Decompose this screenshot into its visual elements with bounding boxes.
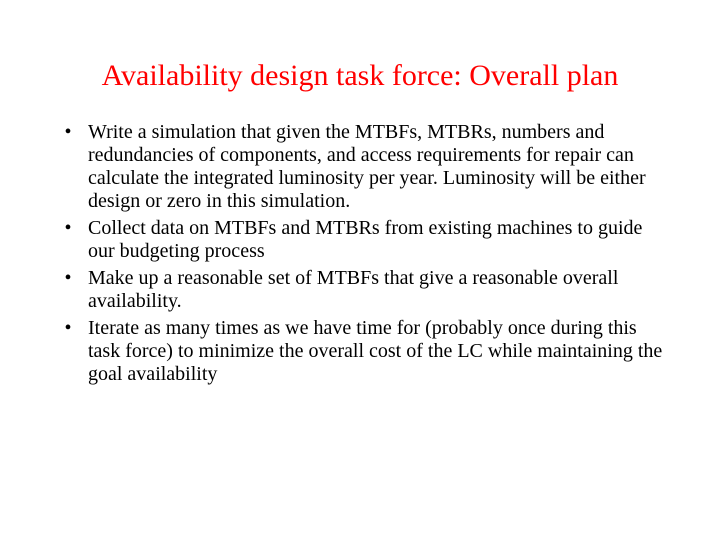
bullet-icon: • — [64, 217, 72, 239]
bullet-text: Write a simulation that given the MTBFs, MTBRs, numbers and redundancies of components, and access requirements for repair can calculate the integrated luminosity per year. Luminosity will be either design or zero in this simulation. — [88, 121, 646, 212]
bullet-item — [58, 217, 668, 263]
bullet-item — [58, 121, 668, 213]
bullet-icon: • — [64, 121, 72, 143]
bullet-text: Collect data on MTBFs and MTBRs from existing machines to guide our budgeting process — [88, 217, 643, 262]
bullet-icon: • — [64, 317, 72, 339]
slide-title: Availability design task force: Overall plan — [101, 59, 619, 92]
bullet-item — [58, 317, 668, 386]
bullet-text: Make up a reasonable set of MTBFs that give a reasonable overall availability. — [88, 267, 619, 312]
bullet-text: Iterate as many times as we have time for (probably once during this task force) to minimize the overall cost of the LC while maintaining the goal availability — [88, 317, 663, 385]
bullet-list — [58, 121, 668, 390]
bullet-icon: • — [64, 267, 72, 289]
bullet-item — [58, 267, 668, 313]
